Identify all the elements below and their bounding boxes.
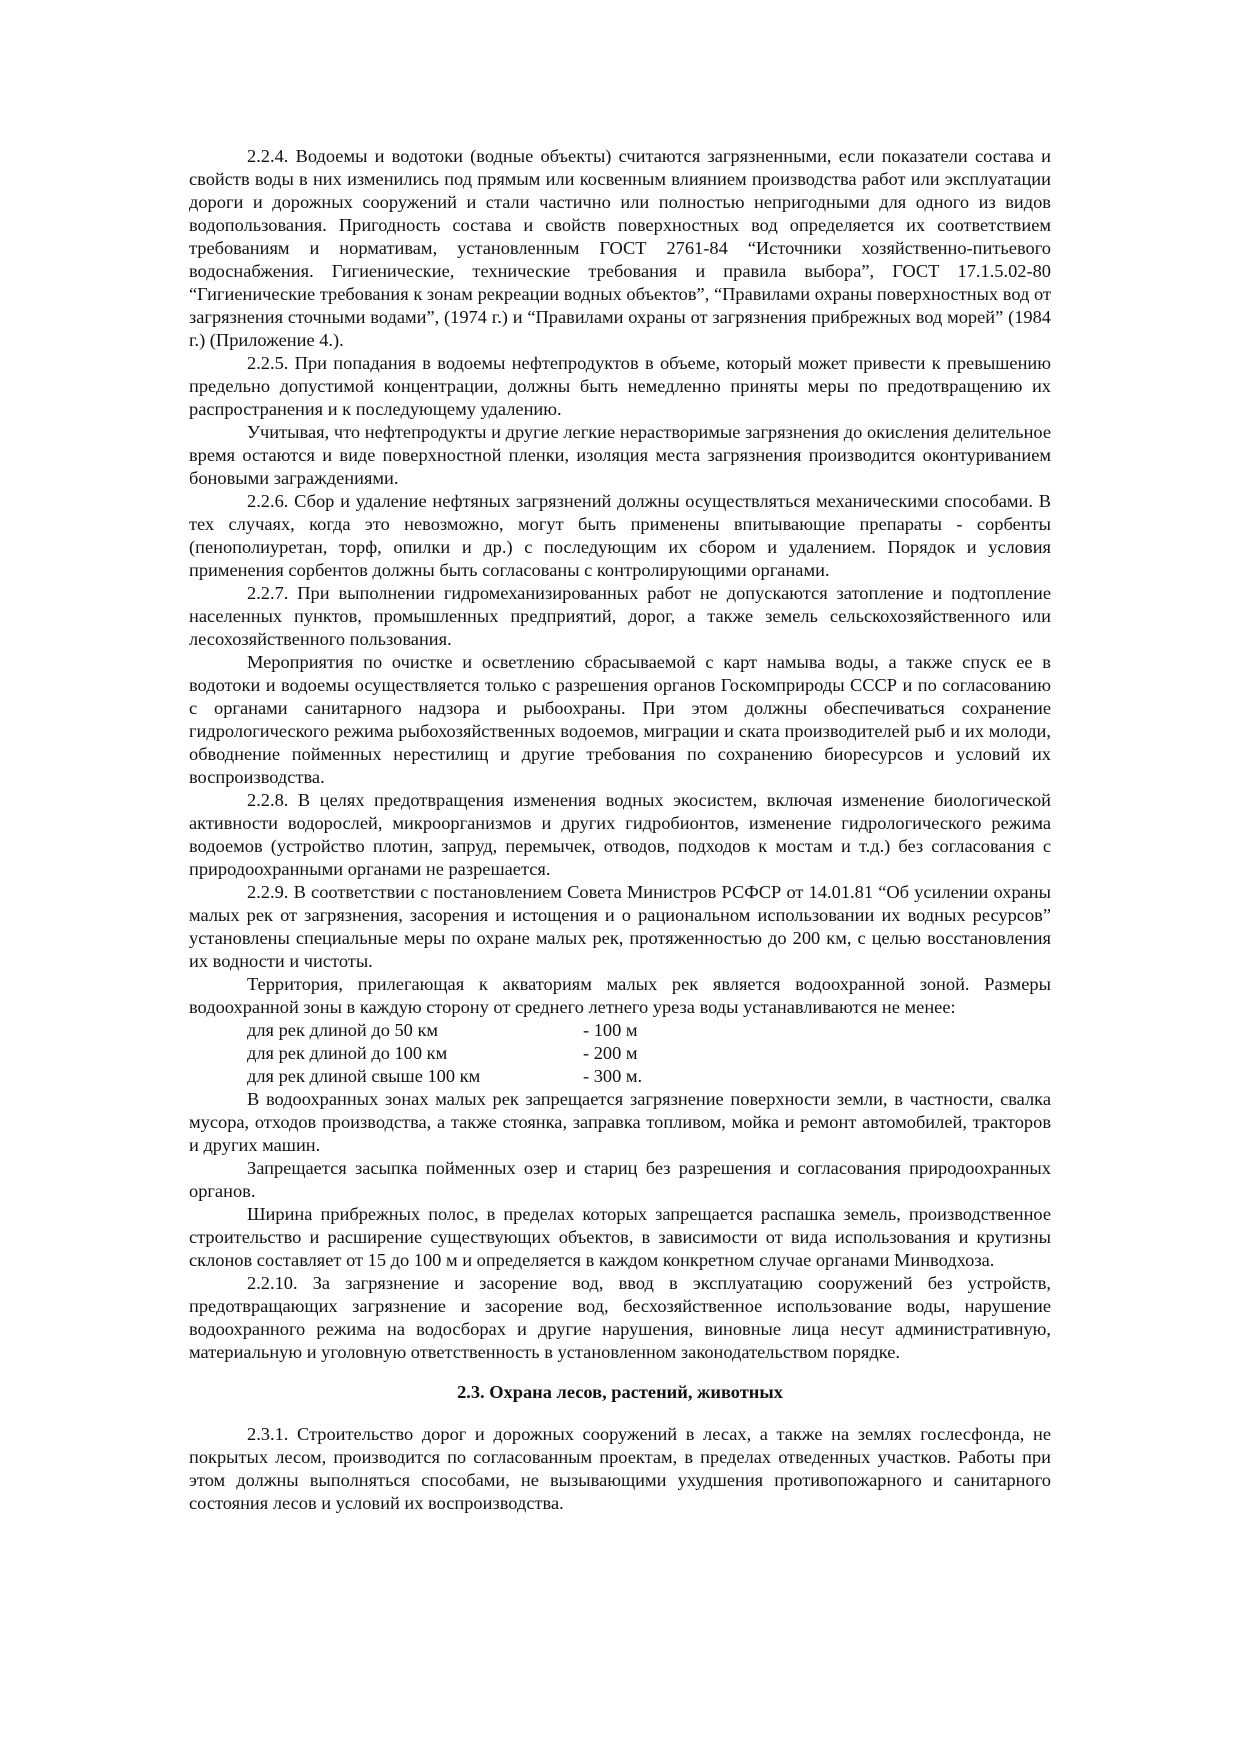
paragraph-2-2-4: 2.2.4. Водоемы и водотоки (водные объекты) считаются загрязненными, если показатели состава и свойств воды в них изменились под прямым или косвенным влиянием производства работ или эксплуатации дороги и дорожных сооружений и стали частично или полностью непригодными для одного из видов водопользования. Пригодность состава и свойств поверхностных вод определяется их соответствием требованиям и нормативам, установленным ГОСТ 2761-84 “Источники хозяйственно-питьевого водоснабжения. Гигиенические, технические требования и правила выбора”, ГОСТ 17.1.5.02-80 “Гигиенические требования к зонам рекреации водных объектов”, “Правилами охраны поверхностных вод от загрязнения сточными водами”, (1974 г.) и “Правилами охраны от загрязнения прибрежных вод морей” (1984 г.) (Приложение 4.). [189, 146, 1051, 350]
list-item-value: - 300 м. [583, 1066, 643, 1086]
paragraph-2-2-9: 2.2.9. В соответствии с постановлением Совета Министров РСФСР от 14.01.81 “Об усилении охраны малых рек от загрязнения, засорения и истощения и о рациональном использовании их водных ресурсов” установлены специальные меры по охране малых рек, протяженностью до 200 км, с целью восстановления их водности и чистоты. [189, 882, 1051, 971]
section-heading: 2.3. Охрана лесов, растений, животных [457, 1382, 783, 1402]
list-item-value: - 200 м [583, 1043, 638, 1063]
list-item-value: - 100 м [583, 1020, 638, 1040]
paragraph-prohibited-backfill: Запрещается засыпка пойменных озер и стариц без разрешения и согласования природоохранных органов. [189, 1158, 1051, 1201]
list-item-label: для рек длиной до 50 км [247, 1020, 439, 1040]
paragraph-2-2-6: 2.2.6. Сбор и удаление нефтяных загрязнений должны осуществляться механическими способами. В тех случаях, когда это невозможно, могут быть применены впитывающие препараты - сорбенты (пенополиуретан, торф, опилки и др.) с последующим их сбором и удалением. Порядок и условия применения сорбентов должны быть согласованы с контролирующими органами. [189, 491, 1051, 580]
list-item [189, 1019, 1051, 1042]
list-item-label: для рек длиной свыше 100 км [247, 1066, 481, 1086]
paragraph-prohibited-pollution: В водоохранных зонах малых рек запрещается загрязнение поверхности земли, в частности, свалка мусора, отходов производства, а также стоянка, заправка топливом, мойка и ремонт автомобилей, тракторов и других машин. [189, 1089, 1051, 1155]
paragraph-2-2-5: 2.2.5. При попадания в водоемы нефтепродуктов в объеме, который может привести к превышению предельно допустимой концентрации, должны быть немедленно приняты меры по предотвращению их распространения и к последующему удалению. [189, 353, 1051, 419]
paragraph-coastal-strips: Ширина прибрежных полос, в пределах которых запрещается распашка земель, производственное строительство и расширение существующих объектов, в зависимости от вида использования и крутизны склонов составляет от 15 до 100 м и определяется в каждом конкретном случае органами Минводхоза. [189, 1204, 1051, 1270]
paragraph-2-3-1: 2.3.1. Строительство дорог и дорожных сооружений в лесах, а также на землях гослесфонда, не покрытых лесом, производится по согласованным проектам, в пределах отведенных участков. Работы при этом должны выполняться способами, не вызывающими ухудшения противопожарного и санитарного состояния лесов и условий их воспроизводства. [189, 1424, 1051, 1513]
document-page [189, 145, 1051, 1515]
list-item [189, 1065, 1051, 1088]
paragraph-2-2-10: 2.2.10. За загрязнение и засорение вод, ввод в эксплуатацию сооружений без устройств, предотвращающих загрязнение и засорение вод, бесхозяйственное использование воды, нарушение водоохранного режима на водосборах и другие нарушения, виновные лица несут административную, материальную и уголовную ответственность в установленном законодательством порядке. [189, 1273, 1051, 1362]
paragraph-water-protection-zone: Территория, прилегающая к акваториям малых рек является водоохранной зоной. Размеры водоохранной зоны в каждую сторону от среднего летнего уреза воды устанавливаются не менее: [189, 974, 1051, 1017]
paragraph-oil-films: Учитывая, что нефтепродукты и другие легкие нерастворимые загрязнения до окисления делительное время остаются и виде поверхностной пленки, изоляция места загрязнения производится оконтуриванием боновыми заграждениями. [189, 422, 1051, 488]
paragraph-2-2-8: 2.2.8. В целях предотвращения изменения водных экосистем, включая изменение биологической активности водорослей, микроорганизмов и других гидробионтов, изменение гидрологического режима водоемов (устройство плотин, запруд, перемычек, отводов, подходов к мостам и т.д.) без согласования с природоохранными органами не разрешается. [189, 790, 1051, 879]
list-item-label: для рек длиной до 100 км [247, 1043, 448, 1063]
paragraph-cleaning-measures: Мероприятия по очистке и осветлению сбрасываемой с карт намыва воды, а также спуск ее в водотоки и водоемы осуществляется только с разрешения органов Госкомприроды СССР и по согласованию с органами санитарного надзора и рыбоохраны. При этом должны обеспечиваться сохранение гидрологического режима рыбохозяйственных водоемов, миграции и ската производителей рыб и их молоди, обводнение пойменных нерестилищ и другие требования по сохранению биоресурсов и условий их воспроизводства. [189, 652, 1051, 787]
list-item [189, 1042, 1051, 1065]
zone-width-list [189, 1019, 1051, 1088]
paragraph-2-2-7: 2.2.7. При выполнении гидромеханизированных работ не допускаются затопление и подтопление населенных пунктов, промышленных предприятий, дорог, а также земель сельскохозяйственного или лесохозяйственного пользования. [189, 583, 1051, 649]
